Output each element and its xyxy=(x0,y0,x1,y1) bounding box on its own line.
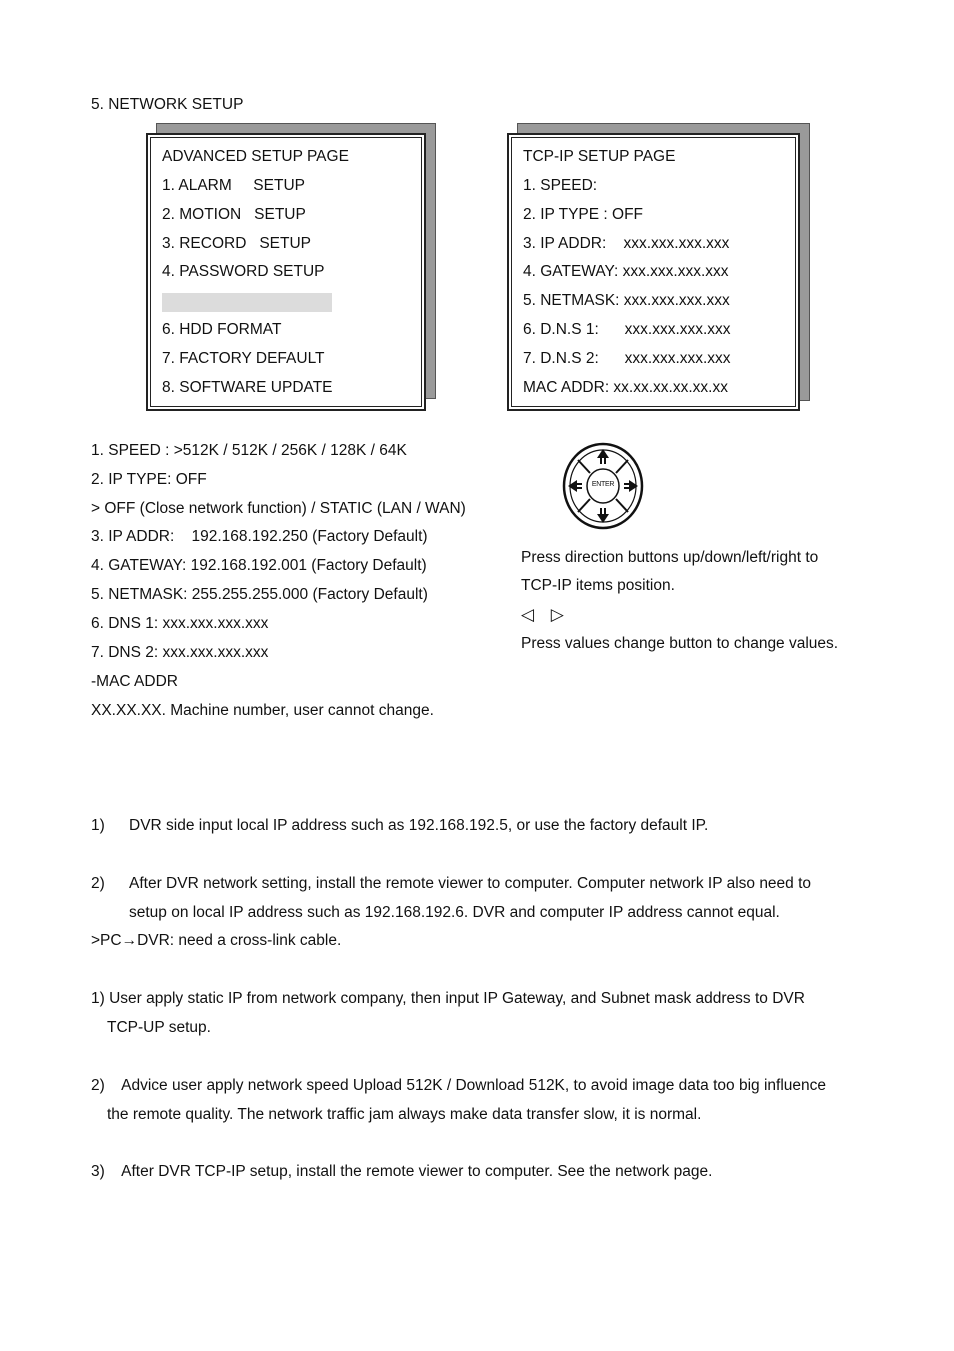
setting-ip-type-options: > OFF (Close network function) / STATIC (LAN / WAN) xyxy=(91,500,466,517)
menu-item-password[interactable]: 4. PASSWORD SETUP xyxy=(162,263,325,280)
tcpip-item-speed[interactable]: 1. SPEED: xyxy=(523,177,598,194)
cable-note: >PC→DVR: need a cross-link cable. xyxy=(91,932,342,949)
menu-item-software-update[interactable]: 8. SOFTWARE UPDATE xyxy=(162,379,333,396)
setting-ip-addr: 3. IP ADDR: 192.168.192.250 (Factory Default) xyxy=(91,528,428,545)
tcpip-item-gateway[interactable]: 4. GATEWAY: xxx.xxx.xxx.xxx xyxy=(523,263,729,280)
wan-step1-text-b: TCP-UP setup. xyxy=(107,1019,211,1036)
section-title: 5. NETWORK SETUP xyxy=(91,96,244,113)
lan-step2-number: 2) xyxy=(91,875,105,892)
wan-step2-text-a: 2) Advice user apply network speed Upload 512K / Download 512K, to avoid image data too big influence xyxy=(91,1077,826,1094)
setting-speed: 1. SPEED : >512K / 512K / 256K / 128K / 64K xyxy=(91,442,407,459)
menu-item-alarm[interactable]: 1. ALARM SETUP xyxy=(162,177,305,194)
menu-item-hdd-format[interactable]: 6. HDD FORMAT xyxy=(162,321,282,338)
menu-title: TCP-IP SETUP PAGE xyxy=(523,148,676,165)
tcpip-setup-menu xyxy=(507,133,800,411)
setting-dns2: 7. DNS 2: xxx.xxx.xxx.xxx xyxy=(91,644,269,661)
advanced-setup-menu xyxy=(146,133,426,411)
tcpip-item-ip-type[interactable]: 2. IP TYPE : OFF xyxy=(523,206,644,223)
wan-step3-text: 3) After DVR TCP-IP setup, install the remote viewer to computer. See the network page. xyxy=(91,1163,713,1180)
setting-netmask: 5. NETMASK: 255.255.255.000 (Factory Default) xyxy=(91,586,428,603)
enter-button-label: ENTER xyxy=(591,481,615,488)
lan-step2-text-b: setup on local IP address such as 192.168.192.6. DVR and computer IP address cannot equal. xyxy=(129,904,780,921)
instruction-direction: Press direction buttons up/down/left/right to xyxy=(521,549,819,566)
wan-step2-text-b: the remote quality. The network traffic jam always make data transfer slow, it is normal. xyxy=(107,1106,702,1123)
lan-step1-text: DVR side input local IP address such as 192.168.192.5, or use the factory default IP. xyxy=(129,817,709,834)
menu-item-motion[interactable]: 2. MOTION SETUP xyxy=(162,206,306,223)
instruction-value-change: Press values change button to change values. xyxy=(521,635,839,652)
lan-step2-text-a: After DVR network setting, install the remote viewer to computer. Computer network IP also need to xyxy=(129,875,812,892)
tcpip-item-ip-addr[interactable]: 3. IP ADDR: xxx.xxx.xxx.xxx xyxy=(523,235,730,252)
tcpip-item-netmask[interactable]: 5. NETMASK: xxx.xxx.xxx.xxx xyxy=(523,292,730,309)
wan-step1-text-a: 1) User apply static IP from network company, then input IP Gateway, and Subnet mask address to DVR xyxy=(91,990,805,1007)
setting-mac-addr: -MAC ADDR xyxy=(91,673,178,690)
instruction-position: TCP-IP items position. xyxy=(521,577,675,594)
menu-title: ADVANCED SETUP PAGE xyxy=(162,148,349,165)
setting-dns1: 6. DNS 1: xxx.xxx.xxx.xxx xyxy=(91,615,269,632)
setting-mac-note: XX.XX.XX. Machine number, user cannot change. xyxy=(91,702,434,719)
tcpip-item-mac-addr: MAC ADDR: xx.xx.xx.xx.xx.xx xyxy=(523,379,728,396)
tcpip-item-dns1[interactable]: 6. D.N.S 1: xxx.xxx.xxx.xxx xyxy=(523,321,731,338)
value-change-arrows-icon: ◁ ▷ xyxy=(521,605,570,624)
tcpip-item-dns2[interactable]: 7. D.N.S 2: xxx.xxx.xxx.xxx xyxy=(523,350,731,367)
menu-item-network-selected[interactable] xyxy=(162,293,332,312)
lan-step1-number: 1) xyxy=(91,817,105,834)
menu-item-factory-default[interactable]: 7. FACTORY DEFAULT xyxy=(162,350,325,367)
setting-gateway: 4. GATEWAY: 192.168.192.001 (Factory Default) xyxy=(91,557,427,574)
setting-ip-type: 2. IP TYPE: OFF xyxy=(91,471,207,488)
menu-item-record[interactable]: 3. RECORD SETUP xyxy=(162,235,311,252)
